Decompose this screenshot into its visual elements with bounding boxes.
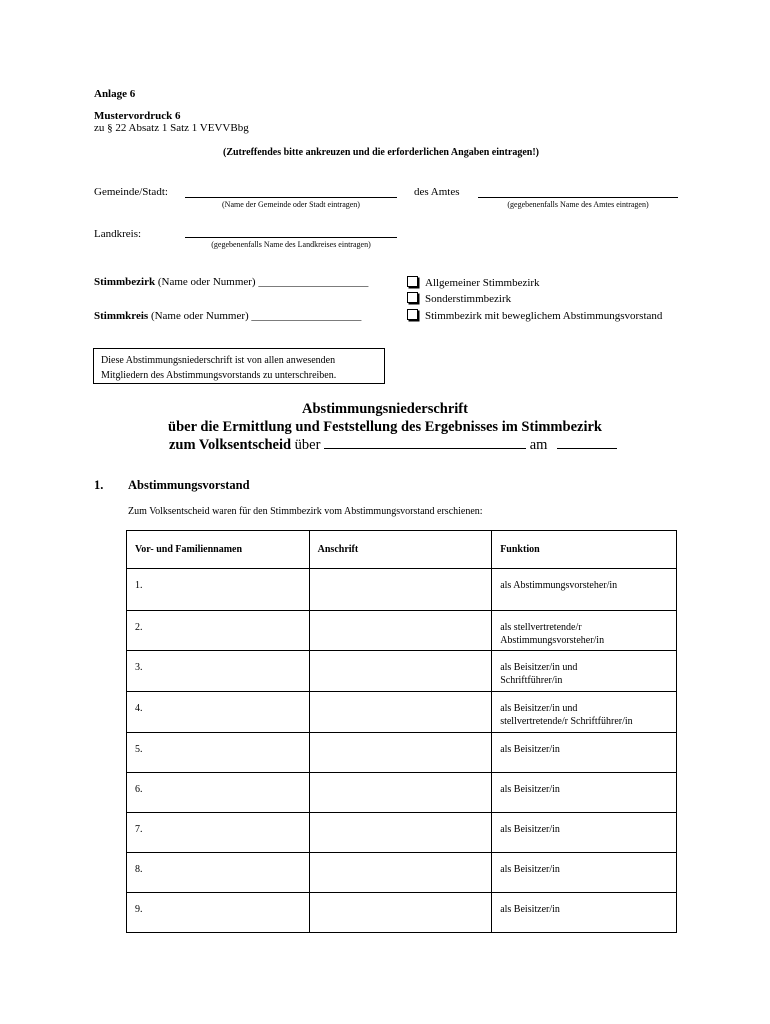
table-row [127,853,677,893]
amt-label: des Amtes [414,186,460,198]
table-row [127,692,677,733]
anschrift-cell[interactable] [309,569,492,611]
title-ueber: über [294,437,321,453]
document-title [0,400,770,454]
table-row [127,569,677,611]
name-cell[interactable]: 7. [127,813,310,853]
notice-line-2: Mitgliedern des Abstimmungsvorstands zu unterschreiben. [101,370,337,381]
table-row [127,893,677,933]
anschrift-cell[interactable] [309,853,492,893]
title-line-3 [0,436,770,454]
mustervordruck-label: Mustervordruck 6 [94,110,181,122]
landkreis-hint: (gegebenenfalls Name des Landkreises eintragen) [211,240,371,249]
stimmbezirk-suffix: (Name oder Nummer) ____________________ [157,276,369,288]
name-cell[interactable]: 6. [127,773,310,813]
column-header-anschrift: Anschrift [309,531,492,569]
checkbox-label: Sonderstimmbezirk [425,293,512,305]
landkreis-input-line[interactable] [185,237,397,238]
name-cell[interactable]: 8. [127,853,310,893]
anschrift-cell[interactable] [309,773,492,813]
funktion-cell: als Beisitzer/in [492,813,677,853]
name-cell[interactable]: 3. [127,651,310,692]
name-cell[interactable]: 5. [127,733,310,773]
section-intro: Zum Volksentscheid waren für den Stimmbezirk vom Abstimmungsvorstand erschienen: [128,506,483,517]
checkbox-allgemeiner-stimmbezirk[interactable] [407,276,540,289]
gemeinde-input-line[interactable] [185,197,397,198]
anschrift-cell[interactable] [309,611,492,651]
table-row [127,651,677,692]
checkbox-icon[interactable] [407,276,418,287]
funktion-cell: als Beisitzer/in [492,773,677,813]
anschrift-cell[interactable] [309,893,492,933]
gemeinde-label: Gemeinde/Stadt: [94,186,168,198]
legal-reference: zu § 22 Absatz 1 Satz 1 VEVVBbg [94,122,249,134]
amt-input-line[interactable] [478,197,678,198]
funktion-cell: als Beisitzer/in und Schriftführer/in [492,651,677,692]
table-row [127,733,677,773]
stimmkreis-field[interactable] [94,310,361,322]
abstimmungsvorstand-table [126,530,677,933]
checkbox-icon[interactable] [407,292,418,303]
column-header-funktion: Funktion [492,531,677,569]
table-header-row [127,531,677,569]
title-line-1: Abstimmungsniederschrift [302,401,468,417]
table-row [127,611,677,651]
title-volksentscheid: zum Volksentscheid [168,437,292,453]
instruction-label: (Zutreffendes bitte ankreuzen und die erforderlichen Angaben eintragen!) [222,147,539,158]
topic-input-line[interactable] [324,436,526,449]
funktion-cell: als stellvertretende/r Abstimmungsvorsteher/in [492,611,677,651]
funktion-cell: als Beisitzer/in und stellvertretende/r Schriftführer/in [492,692,677,733]
anschrift-cell[interactable] [309,733,492,773]
checkbox-sonderstimmbezirk[interactable] [407,292,511,305]
funktion-cell: als Abstimmungsvorsteher/in [492,569,677,611]
anschrift-cell[interactable] [309,651,492,692]
name-cell[interactable]: 1. [127,569,310,611]
checkbox-icon[interactable] [407,309,418,320]
stimmbezirk-field[interactable] [94,276,368,288]
section-number: 1. [94,478,104,492]
anschrift-cell[interactable] [309,692,492,733]
checkbox-label: Allgemeiner Stimmbezirk [425,277,540,289]
stimmbezirk-label: Stimmbezirk [94,276,156,288]
checkbox-label: Stimmbezirk mit beweglichem Abstimmungsvorstand [425,310,663,322]
anlage-label: Anlage 6 [94,88,136,100]
stimmkreis-label: Stimmkreis [94,310,149,322]
stimmkreis-suffix: (Name oder Nummer) ____________________ [150,310,362,322]
checkbox-beweglicher-vorstand[interactable] [407,309,662,322]
signature-notice-box [93,348,385,384]
notice-line-1: Diese Abstimmungsniederschrift ist von allen anwesenden [101,355,336,366]
instruction-text [0,147,770,158]
title-line-2: über die Ermittlung und Feststellung des Ergebnisses im Stimmbezirk [168,419,602,435]
funktion-cell: als Beisitzer/in [492,893,677,933]
date-input-line[interactable] [557,436,617,449]
name-cell[interactable]: 4. [127,692,310,733]
table-row [127,773,677,813]
column-header-name: Vor- und Familiennamen [127,531,310,569]
funktion-cell: als Beisitzer/in [492,733,677,773]
anschrift-cell[interactable] [309,813,492,853]
gemeinde-hint: (Name der Gemeinde oder Stadt eintragen) [222,200,360,209]
landkreis-label: Landkreis: [94,228,142,240]
section-heading: Abstimmungsvorstand [128,478,250,492]
name-cell[interactable]: 2. [127,611,310,651]
name-cell[interactable]: 9. [127,893,310,933]
amt-hint: (gegebenenfalls Name des Amtes eintragen) [507,200,649,209]
funktion-cell: als Beisitzer/in [492,853,677,893]
title-am: am [529,437,548,453]
table-row [127,813,677,853]
